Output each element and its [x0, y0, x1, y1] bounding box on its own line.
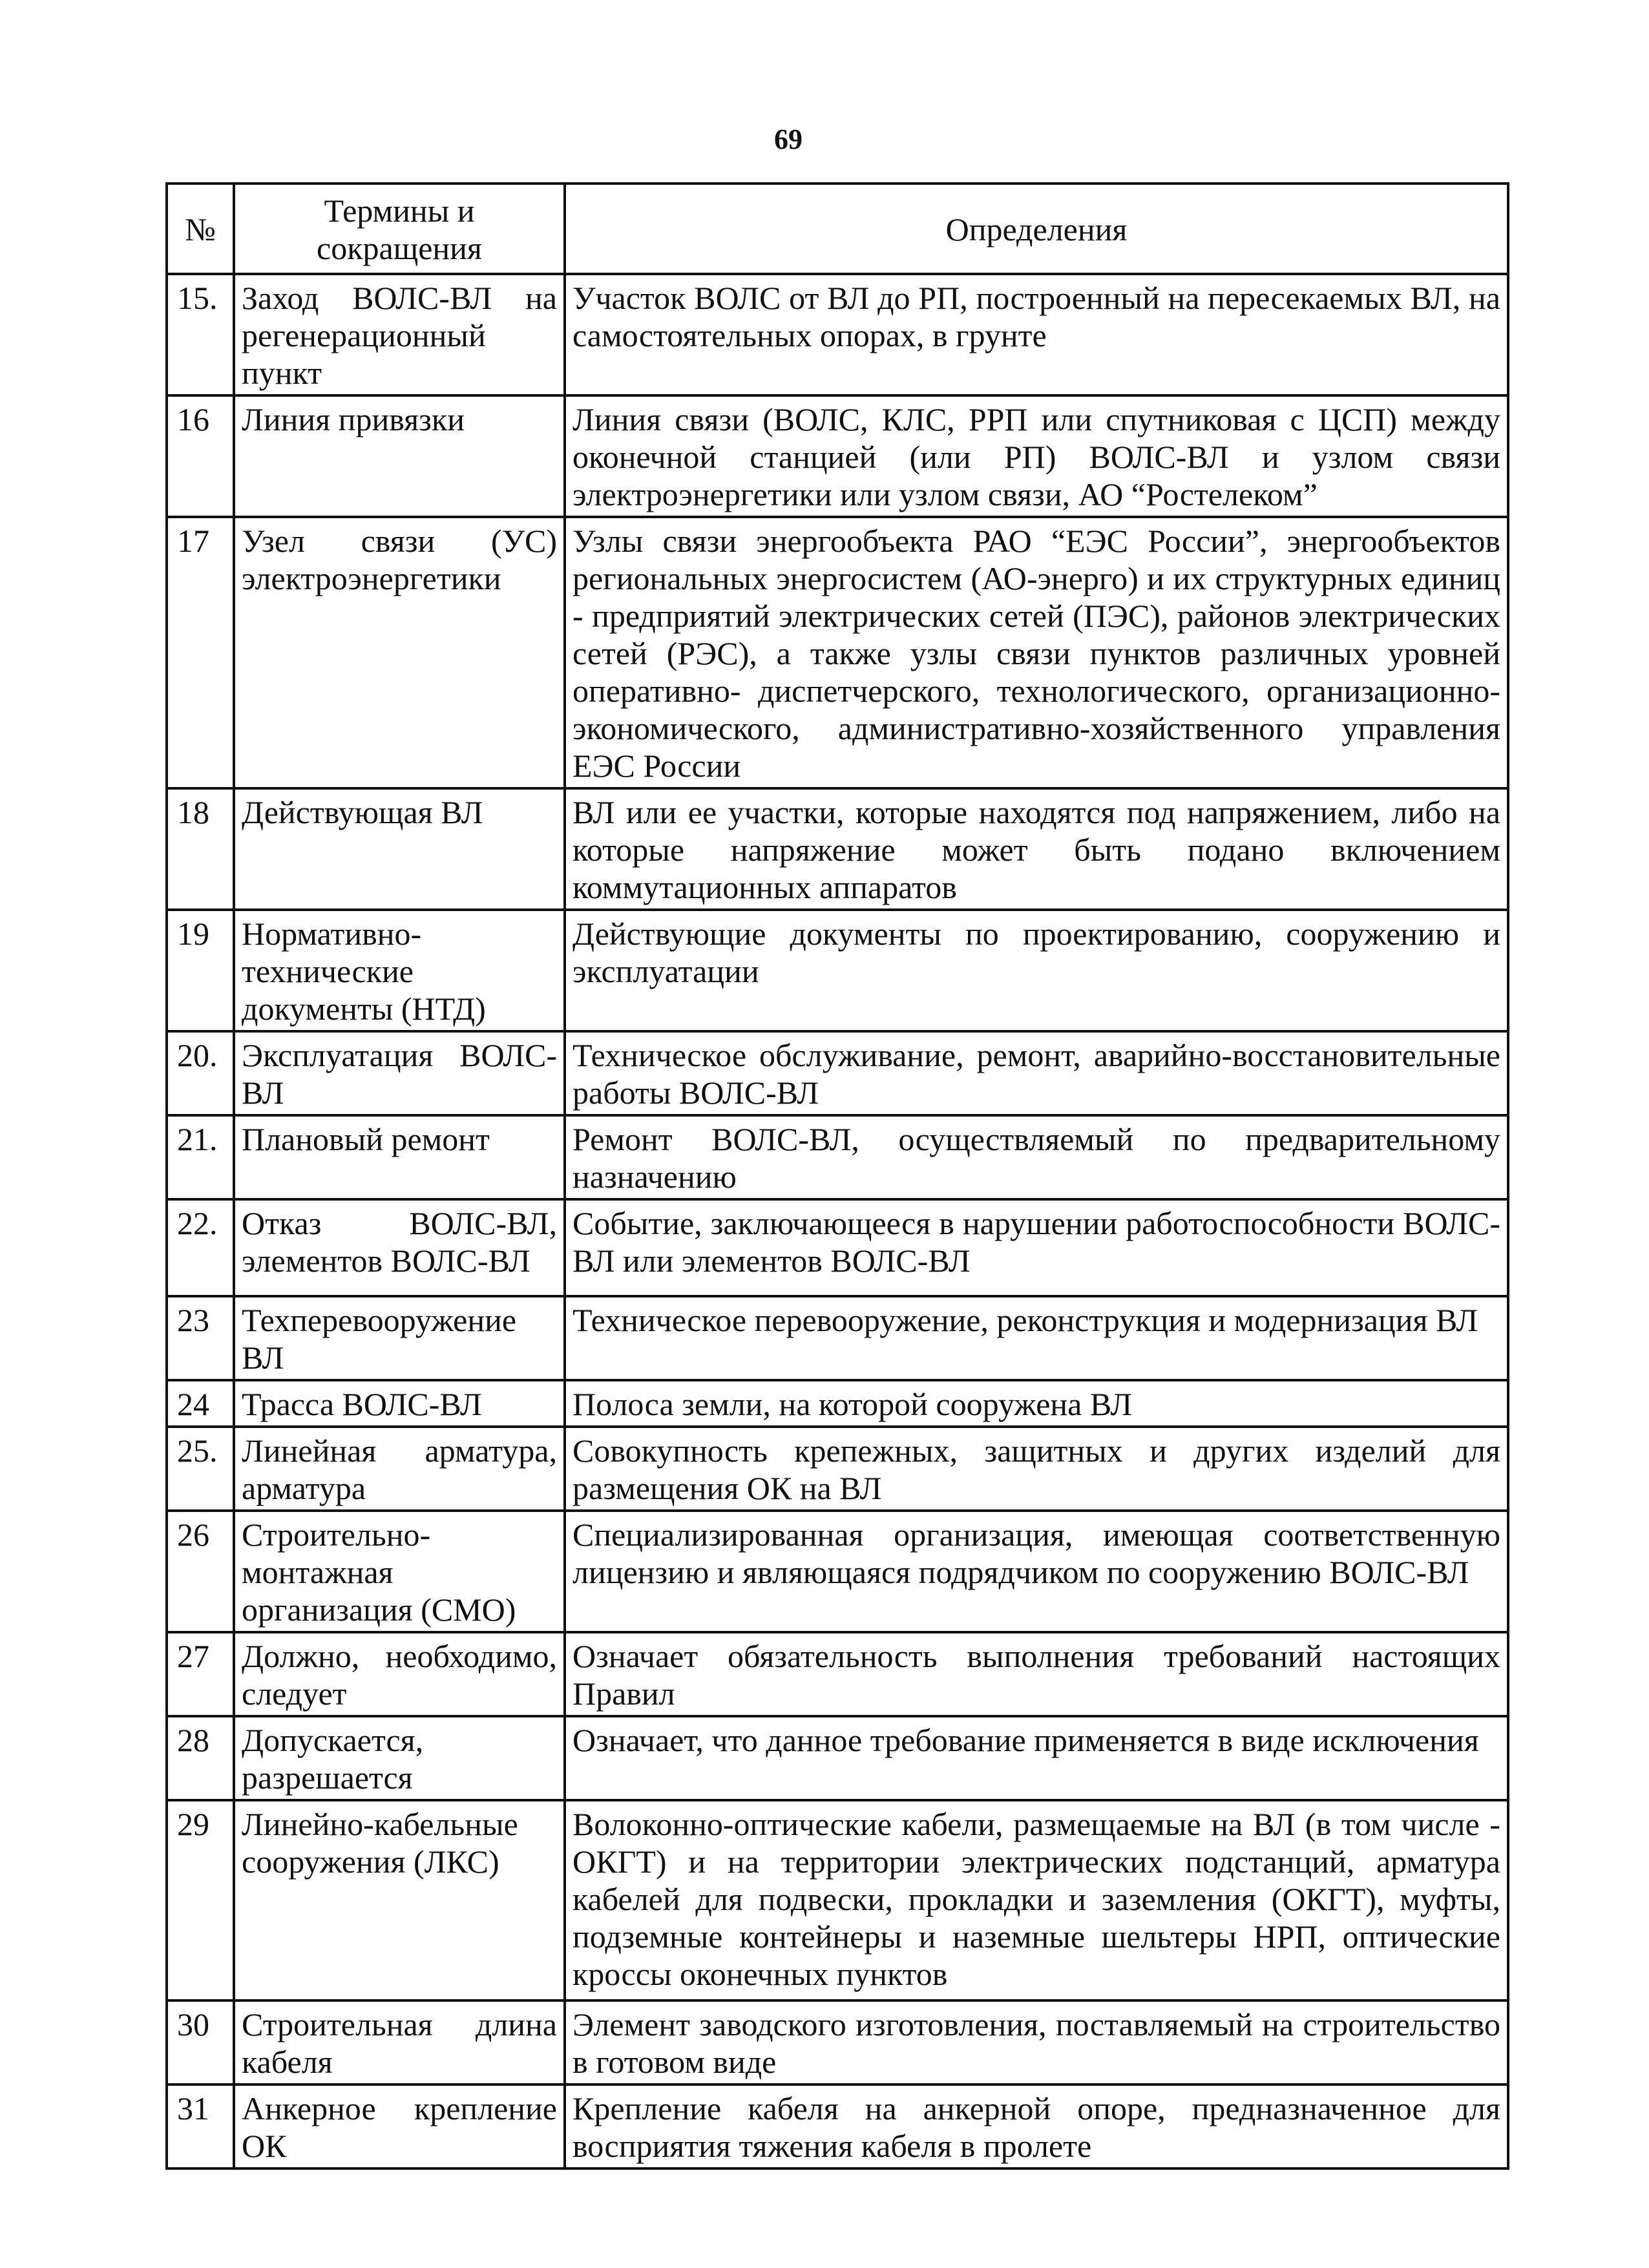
- row-definition: Узлы связи энергообъекта РАО “ЕЭС России”, энергообъектов региональных энергосистем (АО-энерго) и их структурных единиц - предприятий электрических сетей (ПЭС), районов электрических сетей (РЭС), а также узлы связи пунктов различных уровней оперативно- диспетчерского, технологического, организационно-экономического, административно-хозяйственного управления ЕЭС России: [565, 517, 1508, 788]
- table-row: [167, 910, 1508, 1031]
- row-number: 22.: [167, 1199, 234, 1296]
- row-definition: Волоконно-оптические кабели, размещаемые на ВЛ (в том числе - ОКГТ) и на территории электрических подстанций, арматура кабелей для подвески, прокладки и заземления (ОКГТ), муфты, подземные контейнеры и наземные шельтеры НРП, оптические кроссы оконечных пунктов: [565, 1800, 1508, 2000]
- row-definition: Линия связи (ВОЛС, КЛС, РРП или спутниковая с ЦСП) между оконечной станцией (или РП) ВОЛС-ВЛ и узлом связи электроэнергетики или узлом связи, АО “Ростелеком”: [565, 395, 1508, 517]
- row-number: 21.: [167, 1115, 234, 1199]
- row-number: 29: [167, 1800, 234, 2000]
- row-definition: Элемент заводского изготовления, поставляемый на строительство в готовом виде: [565, 2000, 1508, 2084]
- row-term: Строительная длина кабеля: [234, 2000, 565, 2084]
- table-row: [167, 2000, 1508, 2084]
- row-number: 24: [167, 1380, 234, 1427]
- table-row: [167, 1199, 1508, 1296]
- table-row: [167, 274, 1508, 395]
- terms-table: [165, 182, 1509, 2170]
- row-definition: Ремонт ВОЛС-ВЛ, осуществляемый по предварительному назначению: [565, 1115, 1508, 1199]
- row-number: 28: [167, 1716, 234, 1800]
- row-definition: Крепление кабеля на анкерной опоре, предназначенное для восприятия тяжения кабеля в пролете: [565, 2084, 1508, 2168]
- row-term: Отказ ВОЛС-ВЛ, элементов ВОЛС-ВЛ: [234, 1199, 565, 1296]
- table-row: [167, 395, 1508, 517]
- row-number: 31: [167, 2084, 234, 2168]
- row-number: 27: [167, 1632, 234, 1716]
- row-number: 20.: [167, 1031, 234, 1115]
- row-term: Линейно-кабельные сооружения (ЛКС): [234, 1800, 565, 2000]
- table-row: [167, 1716, 1508, 1800]
- row-term: Трасса ВОЛС-ВЛ: [234, 1380, 565, 1427]
- table-row: [167, 1115, 1508, 1199]
- row-term: Должно, необходимо, следует: [234, 1632, 565, 1716]
- row-number: 30: [167, 2000, 234, 2084]
- row-definition: Событие, заключающееся в нарушении работоспособности ВОЛС-ВЛ или элементов ВОЛС-ВЛ: [565, 1199, 1508, 1296]
- table-row: [167, 517, 1508, 788]
- row-term: Заход ВОЛС-ВЛ на регенерационный пункт: [234, 274, 565, 395]
- row-definition: Полоса земли, на которой сооружена ВЛ: [565, 1380, 1508, 1427]
- row-number: 17: [167, 517, 234, 788]
- row-number: 15.: [167, 274, 234, 395]
- row-number: 23: [167, 1296, 234, 1380]
- row-definition: Означает, что данное требование применяется в виде исключения: [565, 1716, 1508, 1800]
- row-term: Анкерное крепление ОК: [234, 2084, 565, 2168]
- row-number: 18: [167, 788, 234, 910]
- table-row: [167, 2084, 1508, 2168]
- row-term: Эксплуатация ВОЛС-ВЛ: [234, 1031, 565, 1115]
- header-term: Термины и сокращения: [234, 184, 565, 274]
- row-term: Нормативно-технические документы (НТД): [234, 910, 565, 1031]
- row-definition: Техническое обслуживание, ремонт, аварийно-восстановительные работы ВОЛС-ВЛ: [565, 1031, 1508, 1115]
- row-term: Линейная арматура, арматура: [234, 1427, 565, 1511]
- row-definition: Совокупность крепежных, защитных и других изделий для размещения ОК на ВЛ: [565, 1427, 1508, 1511]
- table-body: [167, 274, 1508, 2168]
- table-row: [167, 1632, 1508, 1716]
- row-term: Линия привязки: [234, 395, 565, 517]
- row-definition: Специализированная организация, имеющая соответственную лицензию и являющаяся подрядчиком по сооружению ВОЛС-ВЛ: [565, 1511, 1508, 1632]
- row-term: Плановый ремонт: [234, 1115, 565, 1199]
- row-term: Техперевооружение ВЛ: [234, 1296, 565, 1380]
- row-definition: Означает обязательность выполнения требований настоящих Правил: [565, 1632, 1508, 1716]
- row-term: Действующая ВЛ: [234, 788, 565, 910]
- row-term: Допускается, разрешается: [234, 1716, 565, 1800]
- row-number: 19: [167, 910, 234, 1031]
- row-number: 26: [167, 1511, 234, 1632]
- row-definition: Техническое перевооружение, реконструкция и модернизация ВЛ: [565, 1296, 1508, 1380]
- row-number: 16: [167, 395, 234, 517]
- table-row: [167, 1031, 1508, 1115]
- row-definition: Действующие документы по проектированию, сооружению и эксплуатации: [565, 910, 1508, 1031]
- table-row: [167, 1511, 1508, 1632]
- table-row: [167, 1296, 1508, 1380]
- row-definition: Участок ВОЛС от ВЛ до РП, построенный на пересекаемых ВЛ, на самостоятельных опорах, в грунте: [565, 274, 1508, 395]
- table-row: [167, 788, 1508, 910]
- table-row: [167, 1380, 1508, 1427]
- row-definition: ВЛ или ее участки, которые находятся под напряжением, либо на которые напряжение может быть подано включением коммутационных аппаратов: [565, 788, 1508, 910]
- table-header-row: [167, 184, 1508, 274]
- row-number: 25.: [167, 1427, 234, 1511]
- page-number: 69: [774, 123, 803, 155]
- row-term: Строительно-монтажная организация (СМО): [234, 1511, 565, 1632]
- table-row: [167, 1427, 1508, 1511]
- header-definition: Определения: [565, 184, 1508, 274]
- header-number: №: [167, 184, 234, 274]
- row-term: Узел связи (УС) электроэнергетики: [234, 517, 565, 788]
- table-row: [167, 1800, 1508, 2000]
